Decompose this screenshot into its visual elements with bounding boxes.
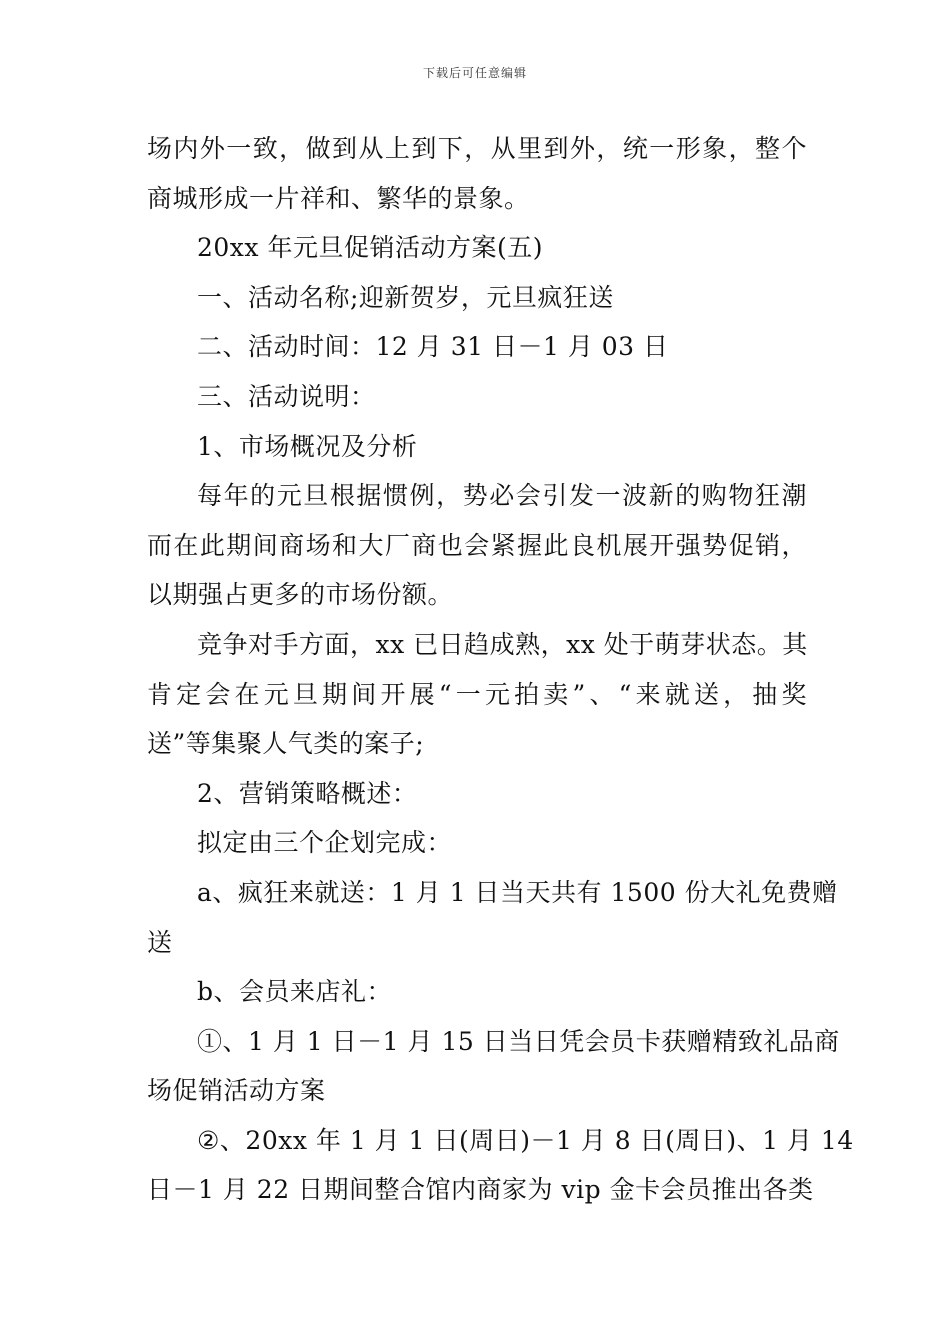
text-line: a、疯狂来就送：1 月 1 日当天共有 1500 份大礼免费赠 (197, 877, 838, 907)
section-title: 20xx 年元旦促销活动方案(五) (197, 233, 543, 263)
text-line: 一、活动名称;迎新贺岁，元旦疯狂送 (197, 282, 614, 312)
text-line: b、会员来店礼： (197, 977, 393, 1007)
text-line: 日－1 月 22 日期间整合馆内商家为 vip 金卡会员推出各类 (147, 1175, 814, 1205)
text-line: 送”等集聚人气类的案子; (147, 729, 425, 759)
text-line: 2、营销策略概述： (197, 778, 418, 808)
text-line: 每年的元旦根据惯例，势必会引发一波新的购物狂潮 (197, 481, 807, 511)
text-line: 1、市场概况及分析 (197, 431, 418, 461)
text-line: 送 (147, 927, 173, 957)
page-header-note: 下载后可任意编辑 (422, 66, 527, 80)
text-line: 三、活动说明： (197, 381, 376, 411)
text-line: 拟定由三个企划完成： (197, 828, 453, 858)
text-line: 以期强占更多的市场份额。 (147, 580, 454, 610)
text-line: 场促销活动方案 (147, 1076, 326, 1106)
document-body (147, 124, 854, 1215)
text-line: 竞争对手方面，xx 已日趋成熟，xx 处于萌芽状态。其 (197, 629, 808, 659)
text-line: 肯定会在元旦期间开展“一元拍卖”、“来就送，抽奖 (147, 679, 807, 709)
text-line: ①、1 月 1 日－1 月 15 日当日凭会员卡获赠精致礼品商 (197, 1026, 840, 1056)
text-line: 而在此期间商场和大厂商也会紧握此良机展开强势促销， (147, 530, 807, 560)
text-line: ②、20xx 年 1 月 1 日(周日)－1 月 8 日(周日)、1 月 14 (197, 1125, 854, 1155)
text-line: 商城形成一片祥和、繁华的景象。 (147, 183, 530, 213)
text-line: 场内外一致，做到从上到下，从里到外，统一形象，整个 (147, 134, 807, 163)
text-line: 二、活动时间：12 月 31 日－1 月 03 日 (197, 332, 669, 362)
